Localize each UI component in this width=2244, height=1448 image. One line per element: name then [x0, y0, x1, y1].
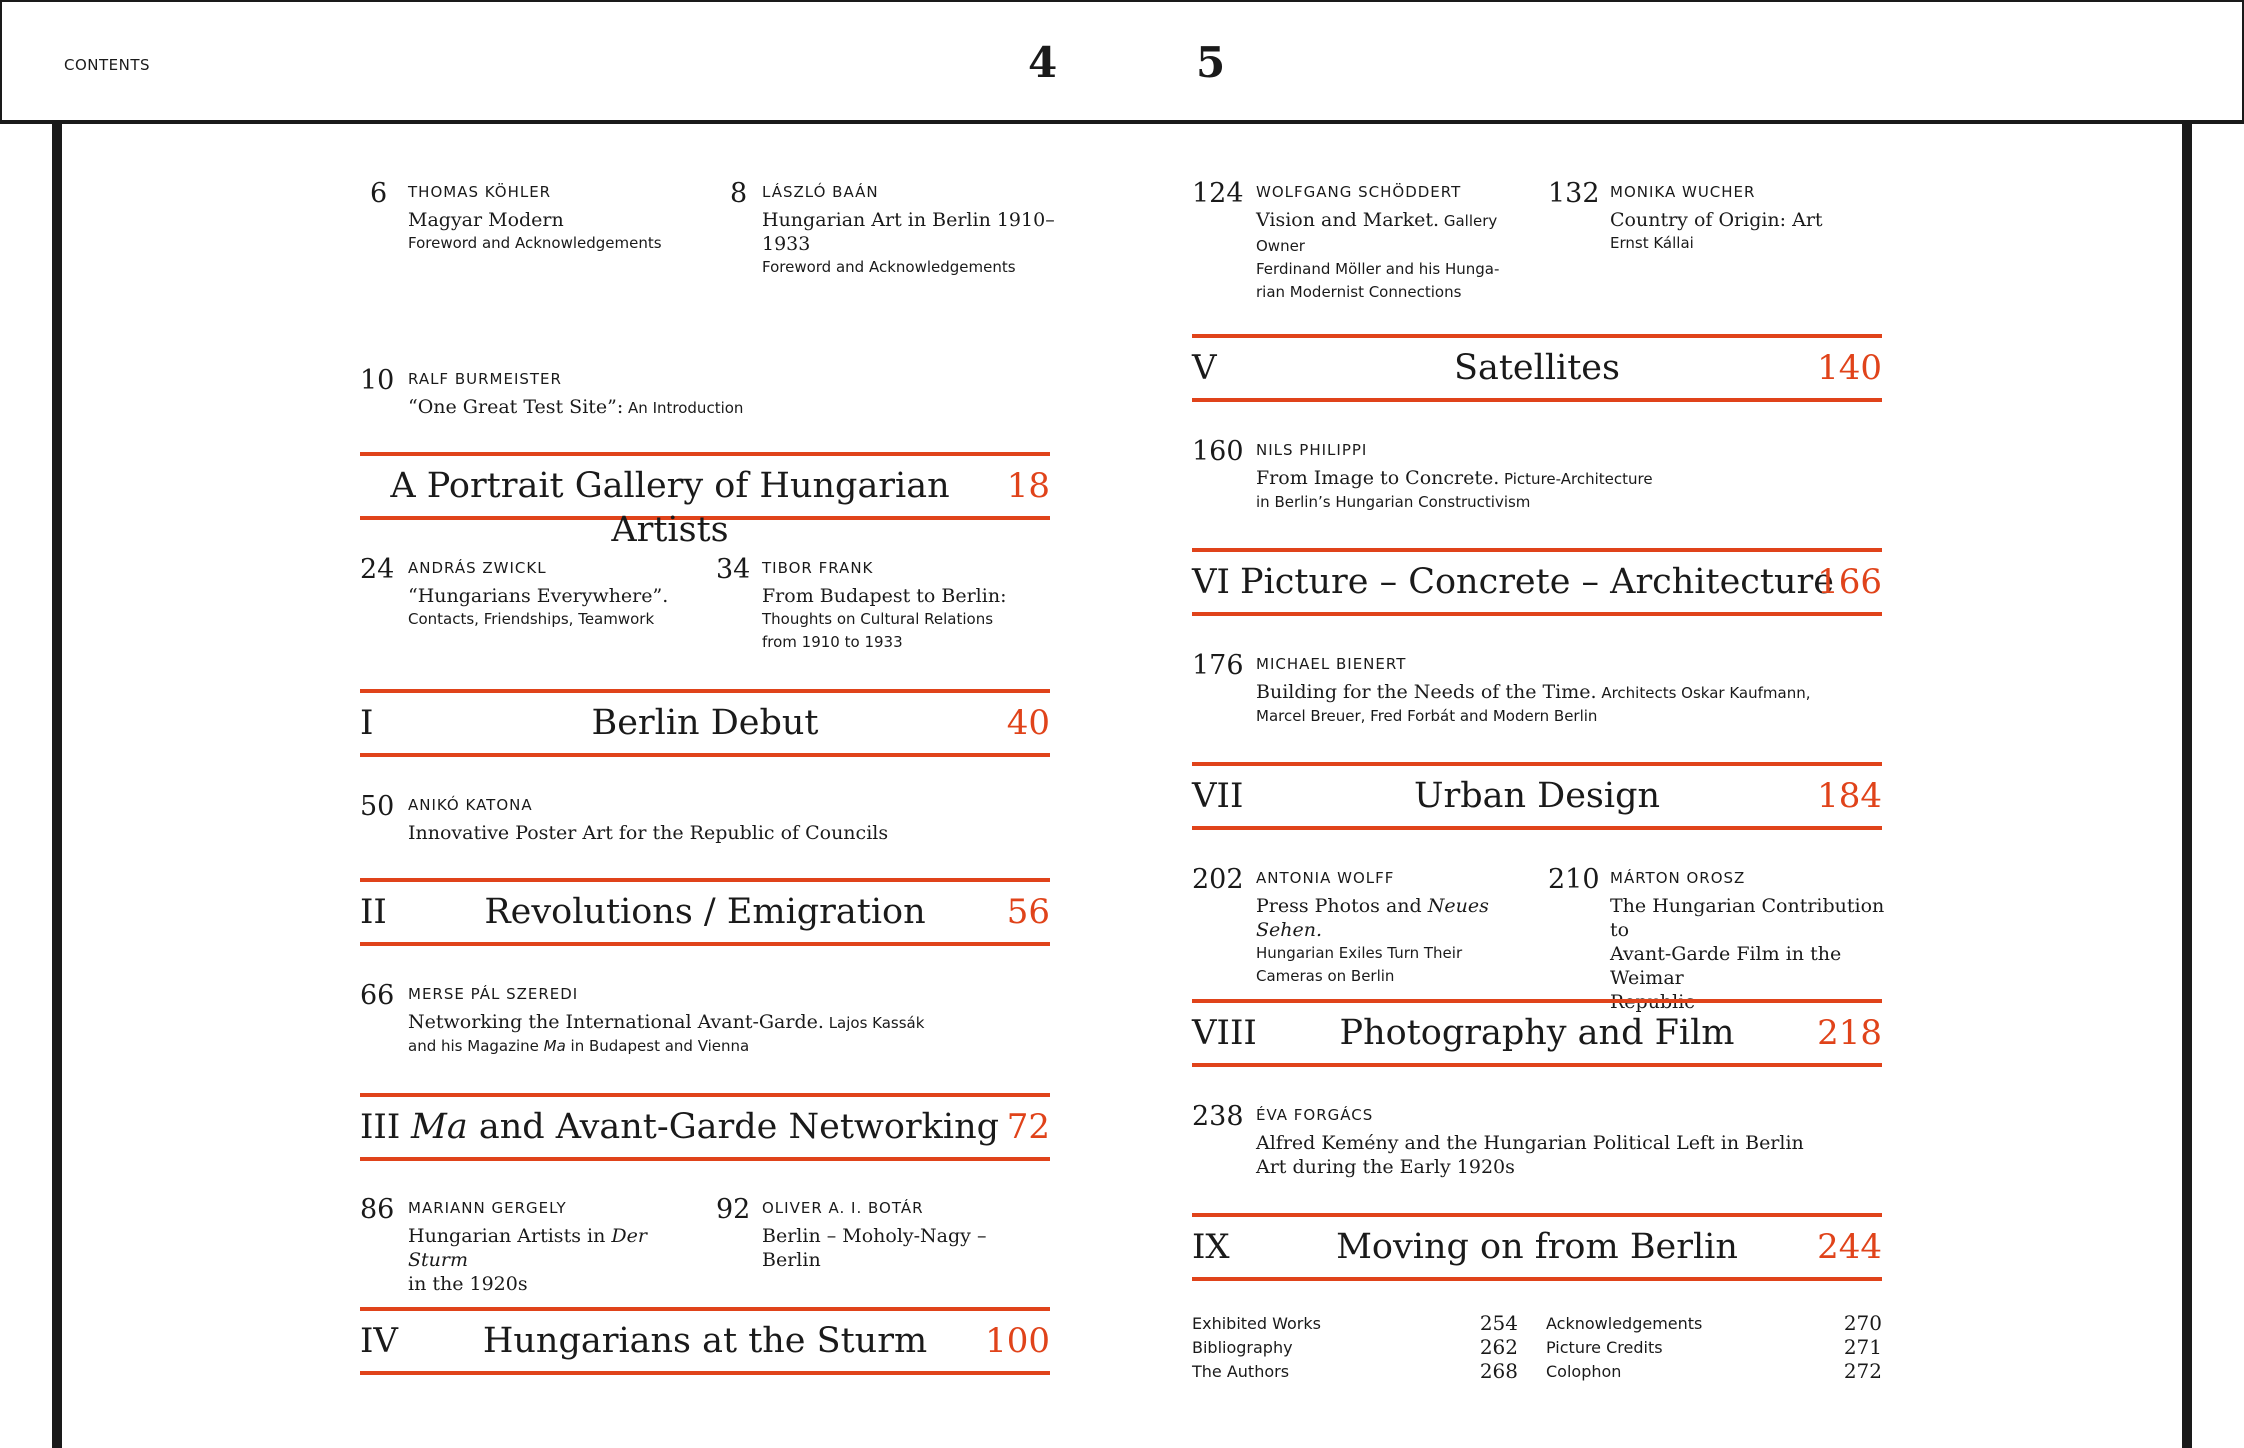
- header-bar: [0, 0, 2244, 124]
- entry-title-italic: Der Sturm: [408, 1225, 647, 1271]
- entry-page: 238: [1192, 1101, 1244, 1132]
- entry-title: Alfred Kemény and the Hungarian Political Left in Berlin: [1256, 1132, 1804, 1154]
- section-ix[interactable]: [1192, 1213, 1882, 1281]
- section-numeral: VI: [1192, 562, 1230, 602]
- entry-author: THOMAS KÖHLER: [408, 183, 552, 201]
- section-numeral: III: [360, 1107, 401, 1147]
- section-portrait-gallery[interactable]: [360, 452, 1050, 550]
- entry-author: MONIKA WUCHER: [1610, 183, 1756, 201]
- page-number-left: 4: [1028, 38, 1058, 87]
- section-title: A Portrait Gallery of Hungarian Artists: [390, 466, 950, 550]
- right-margin-rule: [2182, 124, 2192, 1448]
- entry-author: MERSE PÁL SZEREDI: [408, 985, 579, 1003]
- entry-page: 210: [1548, 864, 1600, 895]
- entry-author: ANDRÁS ZWICKL: [408, 559, 547, 577]
- backmatter-col-2: [1546, 1312, 1882, 1384]
- entry-author: ANTONIA WOLFF: [1256, 869, 1395, 887]
- entry-page: 124: [1192, 178, 1244, 209]
- section-title: Urban Design: [1413, 776, 1661, 816]
- backmatter-page: 268: [1479, 1359, 1518, 1383]
- backmatter-label: Colophon: [1546, 1362, 1622, 1381]
- entry-subtitle: Marcel Breuer, Fred Forbát and Modern Berlin: [1256, 707, 1598, 725]
- entry-subtitle: Thoughts on Cultural Relations: [762, 610, 994, 628]
- entry-title: Hungarian Artists in: [408, 1225, 612, 1247]
- backmatter-label: Picture Credits: [1546, 1338, 1663, 1357]
- section-title: Hungarians at the Sturm: [482, 1321, 928, 1361]
- entry-page: 202: [1192, 864, 1244, 895]
- section-title: Revolutions / Emigration: [484, 892, 926, 932]
- section-page: 72: [1006, 1107, 1050, 1147]
- contents-label: CONTENTS: [64, 56, 151, 74]
- entry-title: Innovative Poster Art for the Republic of Councils: [408, 822, 889, 844]
- entry-author: MARIANN GERGELY: [408, 1199, 567, 1217]
- section-numeral: I: [360, 703, 374, 743]
- entry-page: 66: [360, 980, 395, 1011]
- entry-page: 92: [716, 1194, 751, 1225]
- entry-author: LÁSZLÓ BAÁN: [762, 183, 879, 201]
- backmatter-item[interactable]: [1192, 1312, 1518, 1336]
- backmatter-page: 271: [1843, 1335, 1882, 1359]
- section-numeral: V: [1192, 348, 1217, 388]
- entry-title-italic: Neues Sehen.: [1256, 895, 1489, 941]
- entry-title: Vision and Market.: [1256, 209, 1440, 231]
- section-page: 166: [1817, 562, 1882, 602]
- entry-title: Networking the International Avant-Garde.: [408, 1011, 824, 1033]
- entry-subtitle: Foreword and Acknowledgements: [408, 234, 662, 252]
- entry-title: in the 1920s: [408, 1273, 528, 1295]
- entry-author: OLIVER A. I. BOTÁR: [762, 1199, 924, 1217]
- section-page: 56: [1006, 892, 1050, 932]
- entry-page: 160: [1192, 436, 1244, 467]
- section-title: Satellites: [1454, 348, 1620, 388]
- entry-subtitle-italic: Ma: [543, 1037, 566, 1055]
- section-vii[interactable]: [1192, 762, 1882, 830]
- section-page: 218: [1817, 1013, 1882, 1053]
- entry-page: 34: [716, 554, 751, 585]
- entry-title: Country of Origin: Art: [1610, 209, 1823, 231]
- section-numeral: VIII: [1192, 1013, 1257, 1053]
- backmatter-item[interactable]: [1546, 1336, 1882, 1360]
- entry-subtitle: and his Magazine: [408, 1037, 544, 1055]
- entry-title: Republic: [1610, 991, 1695, 1013]
- backmatter-item[interactable]: [1546, 1360, 1882, 1384]
- section-viii[interactable]: [1192, 999, 1882, 1067]
- page-number-right: 5: [1196, 38, 1226, 87]
- entry-subtitle: in Berlin’s Hungarian Constructivism: [1256, 493, 1531, 511]
- entry-subtitle: rian Modernist Connections: [1256, 283, 1462, 301]
- backmatter-label: Bibliography: [1192, 1338, 1293, 1357]
- section-title-italic: Ma: [410, 1107, 468, 1147]
- entry-title: Press Photos and: [1256, 895, 1428, 917]
- entry-author: ANIKÓ KATONA: [408, 796, 533, 814]
- backmatter-label: Exhibited Works: [1192, 1314, 1321, 1333]
- entry-author: NILS PHILIPPI: [1256, 441, 1368, 459]
- entry-page: 6: [370, 178, 388, 209]
- section-page: 184: [1817, 776, 1882, 816]
- entry-title-rest: An Introduction: [623, 399, 744, 417]
- entry-page: 8: [730, 178, 748, 209]
- section-iii[interactable]: [360, 1093, 1050, 1161]
- entry-title: Magyar Modern: [408, 209, 564, 231]
- section-numeral: II: [360, 892, 387, 932]
- entry-page: 132: [1548, 178, 1600, 209]
- backmatter-item[interactable]: [1192, 1360, 1518, 1384]
- backmatter-label: The Authors: [1192, 1362, 1290, 1381]
- section-page: 100: [985, 1321, 1050, 1361]
- entry-page: 176: [1192, 650, 1244, 681]
- section-page: 40: [1006, 703, 1050, 743]
- entry-subtitle: Cameras on Berlin: [1256, 967, 1395, 985]
- section-title: Moving on from Berlin: [1336, 1227, 1738, 1267]
- entry-title: Building for the Needs of the Time.: [1256, 681, 1597, 703]
- entry-page: 10: [360, 365, 395, 396]
- section-numeral: VII: [1192, 776, 1244, 816]
- section-title: Photography and Film: [1339, 1013, 1735, 1053]
- section-i[interactable]: [360, 689, 1050, 757]
- entry-subtitle: Contacts, Friendships, Teamwork: [408, 610, 655, 628]
- section-numeral: IX: [1192, 1227, 1230, 1267]
- entry-subtitle: Ferdinand Möller and his Hunga-: [1256, 260, 1500, 278]
- backmatter-col-1: [1192, 1312, 1518, 1384]
- entry-subtitle: in Budapest and Vienna: [565, 1037, 750, 1055]
- section-title: and Avant-Garde Networking: [467, 1107, 1000, 1147]
- left-margin-rule: [52, 124, 62, 1448]
- backmatter-item[interactable]: [1546, 1312, 1882, 1336]
- section-page: 244: [1817, 1227, 1882, 1267]
- entry-author: RALF BURMEISTER: [408, 370, 562, 388]
- backmatter-item[interactable]: [1192, 1336, 1518, 1360]
- entry-title: Berlin – Moholy-Nagy – Berlin: [762, 1225, 987, 1271]
- backmatter-page: 272: [1843, 1359, 1882, 1383]
- backmatter-page: 254: [1479, 1311, 1518, 1335]
- backmatter-page: 270: [1843, 1311, 1882, 1335]
- section-iv[interactable]: [360, 1307, 1050, 1375]
- entry-author: ÉVA FORGÁCS: [1256, 1106, 1374, 1124]
- entry-page: 50: [360, 791, 395, 822]
- section-page: 140: [1817, 348, 1882, 388]
- entry-subtitle: Ernst Kállai: [1610, 234, 1694, 252]
- backmatter-page: 262: [1479, 1335, 1518, 1359]
- section-title: Picture – Concrete – Architecture: [1240, 562, 1834, 602]
- entry-author: MÁRTON OROSZ: [1610, 869, 1746, 887]
- entry-title: Hungarian Art in Berlin 1910–1933: [762, 209, 1055, 255]
- entry-title: Art during the Early 1920s: [1256, 1156, 1515, 1178]
- entry-author: WOLFGANG SCHÖDDERT: [1256, 183, 1462, 201]
- section-title: Berlin Debut: [591, 703, 819, 743]
- entry-title: Avant-Garde Film in the Weimar: [1610, 943, 1842, 989]
- entry-title: “Hungarians Everywhere”.: [408, 585, 669, 607]
- backmatter-label: Acknowledgements: [1546, 1314, 1703, 1333]
- entry-subtitle: from 1910 to 1933: [762, 633, 903, 651]
- section-numeral: IV: [360, 1321, 398, 1361]
- entry-title: The Hungarian Contribution to: [1610, 895, 1885, 941]
- entry-title-rest: Picture-Architecture: [1499, 470, 1653, 488]
- entry-title-rest: Gallery Owner: [1256, 212, 1498, 255]
- entry-subtitle: Hungarian Exiles Turn Their: [1256, 944, 1463, 962]
- entry-title: “One Great Test Site”:: [408, 396, 624, 418]
- entry-page: 24: [360, 554, 395, 585]
- entry-title: From Budapest to Berlin:: [762, 585, 1007, 607]
- entry-author: TIBOR FRANK: [762, 559, 874, 577]
- section-v[interactable]: [1192, 334, 1882, 402]
- entry-title: From Image to Concrete.: [1256, 467, 1500, 489]
- section-ii[interactable]: [360, 878, 1050, 946]
- section-page: 18: [1006, 466, 1050, 506]
- entry-title-rest: Architects Oskar Kaufmann,: [1596, 684, 1811, 702]
- entry-subtitle: Foreword and Acknowledgements: [762, 258, 1016, 276]
- entry-author: MICHAEL BIENERT: [1256, 655, 1407, 673]
- entry-title-rest: Lajos Kassák: [823, 1014, 925, 1032]
- section-vi[interactable]: [1192, 548, 1882, 616]
- entry-page: 86: [360, 1194, 395, 1225]
